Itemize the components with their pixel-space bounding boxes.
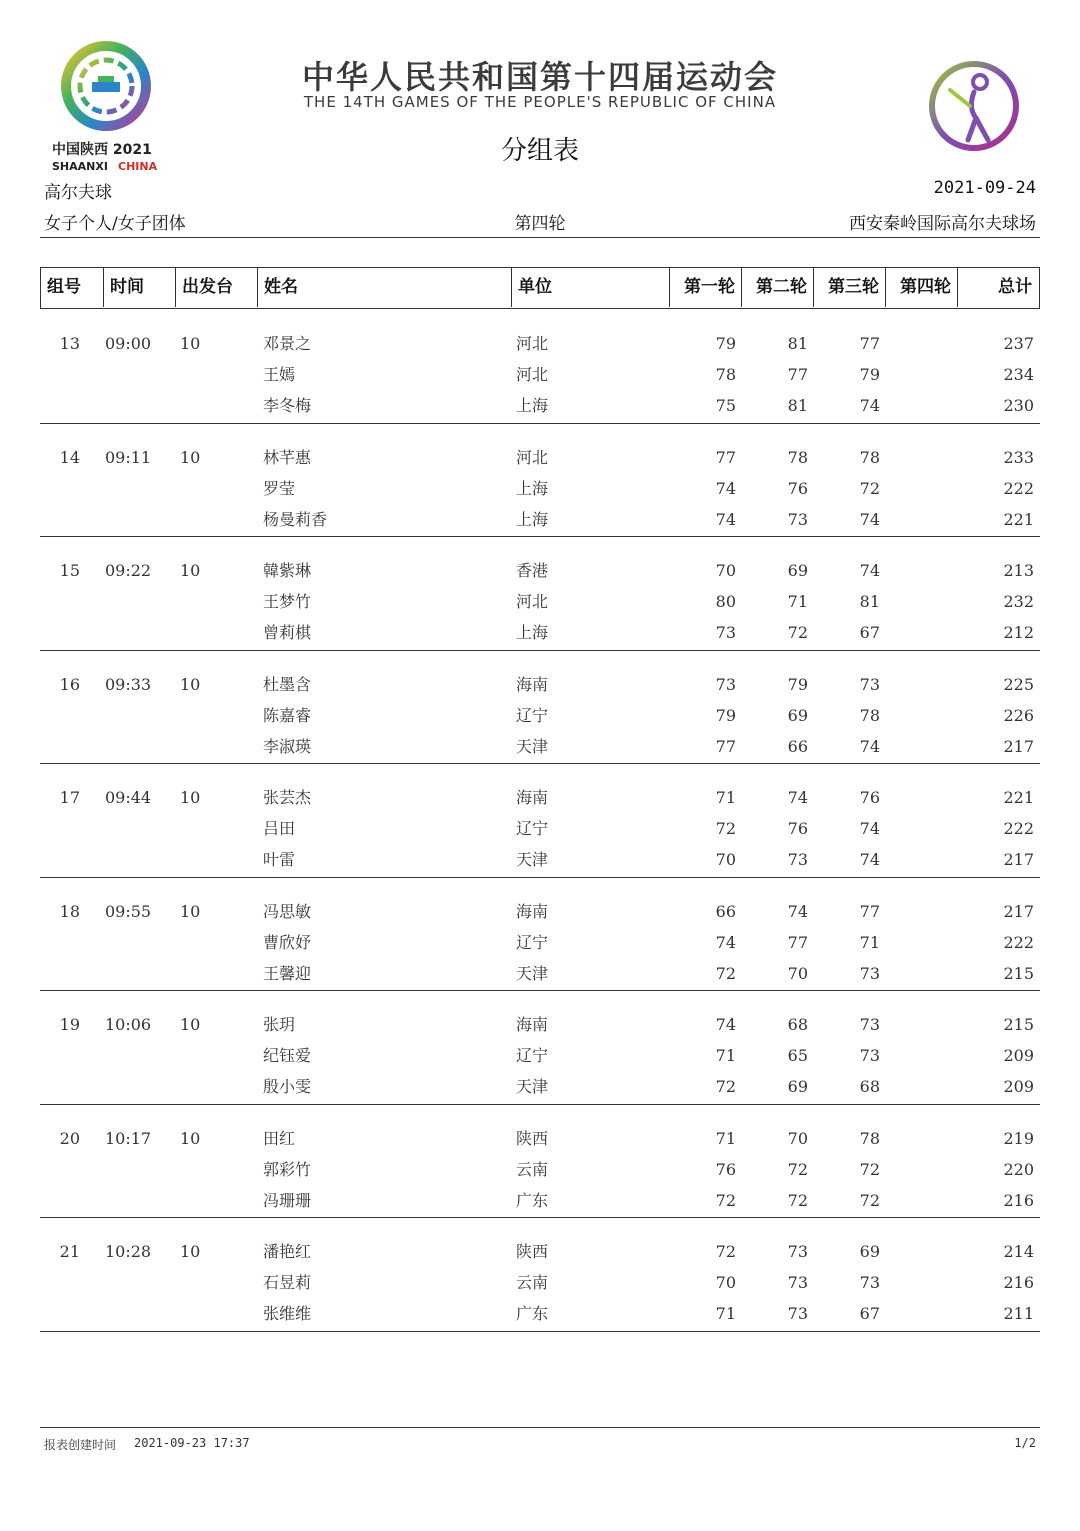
cell-r3: 74 <box>859 736 880 756</box>
group-time: 10:17 <box>105 1128 152 1148</box>
cell-r1: 79 <box>715 334 736 353</box>
cell-r3: 81 <box>859 592 880 611</box>
cell-name: 张玥 <box>263 1015 296 1034</box>
cell-total: 211 <box>1003 1304 1034 1323</box>
cell-total: 237 <box>1003 334 1034 353</box>
cell-unit: 天津 <box>516 1077 549 1096</box>
cell-r2: 68 <box>787 1015 808 1034</box>
games-title: 中华人民共和国第十四届运动会 <box>301 58 778 96</box>
cell-total: 215 <box>1003 963 1034 983</box>
event-name: 女子个人/女子团体 <box>44 214 186 234</box>
cell-name: 田红 <box>263 1128 296 1148</box>
cell-r1: 74 <box>715 509 736 529</box>
group-group: 13 <box>59 334 80 353</box>
cell-r1: 72 <box>715 1077 736 1096</box>
group-time: 09:11 <box>105 447 152 467</box>
cell-r1: 71 <box>715 1128 736 1148</box>
col-header-round3: 第三轮 <box>813 268 885 307</box>
cell-r3: 69 <box>859 1242 880 1261</box>
event-date: 2021-09-24 <box>933 178 1036 198</box>
cell-unit: 香港 <box>516 561 549 580</box>
cell-name: 李冬梅 <box>263 396 312 415</box>
cell-unit: 海南 <box>516 901 549 921</box>
group-divider <box>40 1217 1040 1218</box>
cell-r3: 74 <box>859 819 880 838</box>
footer-created-label: 报表创建时间 <box>44 1438 117 1452</box>
cell-r3: 74 <box>859 396 880 415</box>
cell-r2: 73 <box>787 1242 808 1261</box>
group-tee: 10 <box>180 447 201 467</box>
cell-r1: 72 <box>715 819 736 838</box>
cell-r1: 77 <box>715 736 736 756</box>
cell-unit: 上海 <box>516 478 549 498</box>
cell-unit: 广东 <box>516 1304 549 1323</box>
cell-total: 234 <box>1003 365 1034 384</box>
group-tee: 10 <box>180 1128 201 1148</box>
cell-r2: 71 <box>787 592 808 611</box>
group-divider <box>40 423 1040 424</box>
cell-total: 209 <box>1003 1046 1034 1065</box>
cell-r1: 80 <box>715 592 736 611</box>
cell-unit: 上海 <box>516 396 549 415</box>
cell-r2: 73 <box>787 1304 808 1323</box>
cell-name: 石昱莉 <box>263 1273 312 1292</box>
col-header-name: 姓名 <box>257 268 511 307</box>
cell-total: 222 <box>1003 932 1034 952</box>
cell-unit: 陕西 <box>516 1128 549 1148</box>
group-group: 14 <box>59 447 80 467</box>
cell-total: 212 <box>1003 623 1034 642</box>
cell-total: 214 <box>1003 1242 1034 1261</box>
col-header-round1: 第一轮 <box>669 268 741 307</box>
cell-name: 张芸杰 <box>263 788 312 807</box>
cell-r3: 77 <box>859 334 880 353</box>
cell-r3: 72 <box>859 478 880 498</box>
cell-name: 邓景之 <box>263 334 312 353</box>
cell-r1: 71 <box>715 788 736 807</box>
cell-name: 张维维 <box>263 1304 312 1323</box>
cell-r3: 68 <box>859 1077 880 1096</box>
cell-total: 225 <box>1003 674 1034 694</box>
cell-total: 230 <box>1003 396 1034 415</box>
col-header-tee: 出发台 <box>175 268 257 307</box>
cell-r2: 81 <box>787 396 808 415</box>
cell-unit: 上海 <box>516 623 549 642</box>
cell-unit: 海南 <box>516 674 549 694</box>
cell-r1: 75 <box>715 396 736 415</box>
col-header-unit: 单位 <box>511 268 669 307</box>
cell-r2: 76 <box>787 819 808 838</box>
cell-r2: 70 <box>787 963 808 983</box>
cell-r1: 74 <box>715 1015 736 1034</box>
cell-r1: 72 <box>715 1190 736 1210</box>
cell-total: 221 <box>1003 788 1034 807</box>
cell-total: 213 <box>1003 561 1034 580</box>
cell-r2: 70 <box>787 1128 808 1148</box>
cell-r3: 67 <box>859 1304 880 1323</box>
cell-r1: 66 <box>715 901 736 921</box>
cell-r3: 79 <box>859 365 880 384</box>
cell-total: 226 <box>1003 705 1034 725</box>
cell-name: 冯思敏 <box>263 901 312 921</box>
cell-unit: 天津 <box>516 736 549 756</box>
cell-r1: 77 <box>715 447 736 467</box>
cell-unit: 海南 <box>516 788 549 807</box>
cell-name: 韓紫琳 <box>263 561 312 580</box>
venue-name: 西安秦岭国际高尔夫球场 <box>849 214 1036 234</box>
group-divider <box>40 1104 1040 1105</box>
group-divider <box>40 650 1040 651</box>
cell-name: 陈嘉睿 <box>263 705 312 725</box>
cell-name: 潘艳红 <box>263 1242 312 1261</box>
cell-r3: 74 <box>859 850 880 869</box>
cell-name: 罗莹 <box>263 478 296 498</box>
cell-total: 221 <box>1003 509 1034 529</box>
cell-name: 郭彩竹 <box>263 1159 312 1179</box>
cell-name: 叶雷 <box>263 850 296 869</box>
sport-label: 高尔夫球 <box>44 183 112 203</box>
footer-divider <box>40 1427 1040 1428</box>
cell-r2: 73 <box>787 850 808 869</box>
cell-r1: 70 <box>715 850 736 869</box>
cell-r3: 78 <box>859 447 880 467</box>
cell-total: 232 <box>1003 592 1034 611</box>
cell-total: 233 <box>1003 447 1034 467</box>
cell-unit: 辽宁 <box>516 932 549 952</box>
cell-r1: 79 <box>715 705 736 725</box>
group-group: 17 <box>59 788 80 807</box>
cell-r3: 73 <box>859 1273 880 1292</box>
cell-r3: 73 <box>859 1046 880 1065</box>
col-header-time: 时间 <box>103 268 175 307</box>
round-label: 第四轮 <box>514 214 566 234</box>
cell-r2: 73 <box>787 1273 808 1292</box>
cell-r2: 73 <box>787 509 808 529</box>
cell-r1: 78 <box>715 365 736 384</box>
cell-r1: 70 <box>715 561 736 580</box>
cell-name: 殷小雯 <box>263 1077 312 1096</box>
logo-text-cn: 中国陕西 2021 <box>52 142 152 158</box>
cell-total: 222 <box>1003 819 1034 838</box>
cell-name: 曹欣妤 <box>263 932 312 952</box>
cell-r3: 73 <box>859 963 880 983</box>
games-subtitle: THE 14TH GAMES OF THE PEOPLE'S REPUBLIC OF CHINA <box>303 93 777 111</box>
cell-r3: 67 <box>859 623 880 642</box>
cell-r3: 72 <box>859 1190 880 1210</box>
cell-unit: 陕西 <box>516 1242 549 1261</box>
group-divider <box>40 763 1040 764</box>
col-header-round2: 第二轮 <box>741 268 813 307</box>
group-divider <box>40 990 1040 991</box>
cell-r2: 69 <box>787 561 808 580</box>
group-time: 09:00 <box>105 334 152 353</box>
cell-r2: 78 <box>787 447 808 467</box>
cell-unit: 河北 <box>516 334 549 353</box>
cell-total: 217 <box>1003 736 1034 756</box>
cell-r1: 74 <box>715 478 736 498</box>
cell-r3: 73 <box>859 674 880 694</box>
cell-total: 219 <box>1003 1128 1034 1148</box>
cell-name: 林芊惠 <box>263 447 312 467</box>
cell-r1: 74 <box>715 932 736 952</box>
cell-r2: 77 <box>787 932 808 952</box>
cell-r3: 73 <box>859 1015 880 1034</box>
cell-unit: 天津 <box>516 963 549 983</box>
col-header-group: 组号 <box>47 277 81 297</box>
cell-r3: 74 <box>859 509 880 529</box>
col-header-total: 总计 <box>957 268 1038 307</box>
document-title: 分组表 <box>500 136 579 166</box>
cell-r2: 77 <box>787 365 808 384</box>
cell-r3: 77 <box>859 901 880 921</box>
group-divider <box>40 877 1040 878</box>
cell-unit: 天津 <box>516 850 549 869</box>
table-header <box>40 267 1040 309</box>
group-time: 10:06 <box>105 1015 152 1034</box>
cell-r2: 74 <box>787 901 808 921</box>
cell-r3: 71 <box>859 932 880 952</box>
cell-r3: 72 <box>859 1159 880 1179</box>
cell-name: 杨曼莉香 <box>263 509 328 529</box>
cell-total: 216 <box>1003 1190 1034 1210</box>
cell-name: 纪钰爱 <box>263 1046 312 1065</box>
cell-unit: 河北 <box>516 447 549 467</box>
cell-r2: 74 <box>787 788 808 807</box>
group-time: 09:22 <box>105 561 152 580</box>
group-divider <box>40 536 1040 537</box>
cell-total: 220 <box>1003 1159 1034 1179</box>
cell-unit: 广东 <box>516 1190 549 1210</box>
cell-unit: 辽宁 <box>516 819 549 838</box>
group-tee: 10 <box>180 334 201 353</box>
group-tee: 10 <box>180 788 201 807</box>
group-divider <box>40 1331 1040 1332</box>
cell-name: 王梦竹 <box>263 592 312 611</box>
group-group: 21 <box>59 1242 80 1261</box>
cell-unit: 河北 <box>516 365 549 384</box>
cell-name: 冯珊珊 <box>263 1190 312 1210</box>
cell-r2: 66 <box>787 736 808 756</box>
cell-r3: 74 <box>859 561 880 580</box>
cell-r1: 72 <box>715 1242 736 1261</box>
cell-r2: 72 <box>787 1190 808 1210</box>
cell-r2: 81 <box>787 334 808 353</box>
cell-r1: 71 <box>715 1046 736 1065</box>
cell-r2: 72 <box>787 1159 808 1179</box>
cell-total: 217 <box>1003 850 1034 869</box>
logo-text-en: SHAANXI <box>52 160 108 173</box>
cell-r2: 79 <box>787 674 808 694</box>
cell-total: 216 <box>1003 1273 1034 1292</box>
cell-r3: 78 <box>859 1128 880 1148</box>
cell-unit: 云南 <box>516 1273 549 1292</box>
logo-text-china: CHINA <box>118 160 158 173</box>
group-group: 20 <box>59 1128 80 1148</box>
cell-unit: 河北 <box>516 592 549 611</box>
cell-r1: 73 <box>715 674 736 694</box>
cell-name: 吕田 <box>263 819 296 838</box>
cell-total: 209 <box>1003 1077 1034 1096</box>
group-tee: 10 <box>180 1242 201 1261</box>
cell-total: 217 <box>1003 901 1034 921</box>
cell-name: 王馨迎 <box>263 963 312 983</box>
header-divider <box>40 237 1040 238</box>
group-group: 18 <box>59 901 80 921</box>
group-time: 09:33 <box>105 674 152 694</box>
cell-r1: 70 <box>715 1273 736 1292</box>
group-time: 09:44 <box>105 788 152 807</box>
cell-r2: 76 <box>787 478 808 498</box>
cell-unit: 辽宁 <box>516 1046 549 1065</box>
cell-r1: 71 <box>715 1304 736 1323</box>
cell-r3: 78 <box>859 705 880 725</box>
group-time: 10:28 <box>105 1242 152 1261</box>
footer-created-time: 2021-09-23 17:37 <box>134 1436 250 1450</box>
cell-name: 王嫣 <box>263 365 296 384</box>
group-time: 09:55 <box>105 901 152 921</box>
cell-unit: 上海 <box>516 509 549 529</box>
cell-r1: 72 <box>715 963 736 983</box>
cell-r3: 76 <box>859 788 880 807</box>
cell-r2: 72 <box>787 623 808 642</box>
group-tee: 10 <box>180 561 201 580</box>
cell-total: 215 <box>1003 1015 1034 1034</box>
cell-name: 曾莉棋 <box>263 623 312 642</box>
group-tee: 10 <box>180 674 201 694</box>
footer-page-number: 1/2 <box>1014 1436 1036 1450</box>
group-group: 16 <box>59 674 80 694</box>
cell-total: 222 <box>1003 478 1034 498</box>
cell-unit: 云南 <box>516 1159 549 1179</box>
cell-r1: 73 <box>715 623 736 642</box>
group-group: 19 <box>59 1015 80 1034</box>
cell-r1: 76 <box>715 1159 736 1179</box>
group-group: 15 <box>59 561 80 580</box>
cell-r2: 69 <box>787 1077 808 1096</box>
cell-r2: 69 <box>787 705 808 725</box>
group-tee: 10 <box>180 901 201 921</box>
col-header-round4: 第四轮 <box>885 268 957 307</box>
cell-name: 杜墨含 <box>263 674 312 694</box>
cell-name: 李淑瑛 <box>263 736 312 756</box>
cell-unit: 辽宁 <box>516 705 549 725</box>
cell-r2: 65 <box>787 1046 808 1065</box>
cell-unit: 海南 <box>516 1015 549 1034</box>
group-tee: 10 <box>180 1015 201 1034</box>
